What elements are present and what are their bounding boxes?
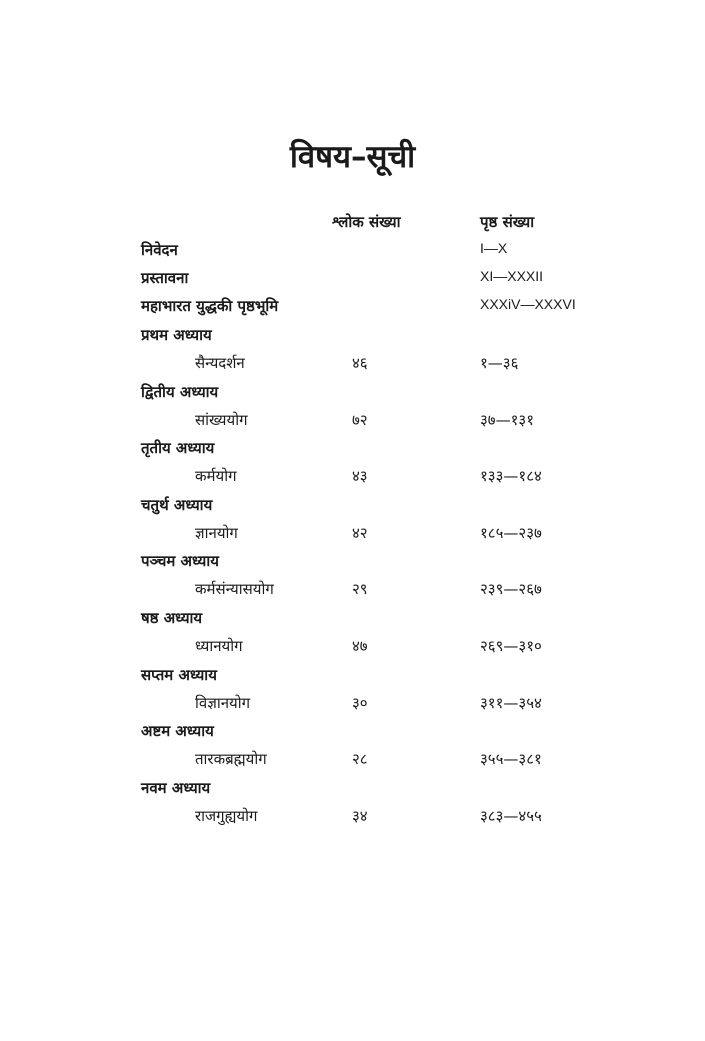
page-range: १३३—१८४ [480, 467, 542, 485]
chapter-title: अष्टम अध्याय [141, 722, 214, 740]
chapter-heading [0, 438, 705, 462]
chapter-heading [0, 778, 705, 802]
chapter-heading [0, 721, 705, 745]
yoga-title: तारकब्रह्मयोग [195, 750, 267, 768]
chapter-title: षष्ठ अध्याय [141, 609, 203, 627]
shloka-count: २९ [352, 580, 368, 598]
yoga-title: सैन्यदर्शन [195, 354, 245, 372]
entry-title: निवेदन [141, 241, 178, 259]
entry-pages: XI—XXXII [480, 268, 544, 284]
chapter-heading [0, 551, 705, 575]
entry-pages: I—X [480, 240, 508, 256]
chapter-entry [0, 410, 705, 434]
chapter-title: चतुर्थ अध्याय [141, 496, 213, 514]
page-range: ३७—१३१ [480, 411, 535, 429]
page-range: ३५५—३८१ [480, 750, 542, 768]
chapter-entry [0, 579, 705, 603]
chapter-title: पञ्चम अध्याय [141, 552, 219, 570]
page-range: २३९—२६७ [480, 580, 542, 598]
toc-entry-background [0, 296, 705, 320]
shloka-count: ४६ [352, 354, 368, 372]
chapter-title: प्रथम अध्याय [141, 326, 212, 344]
yoga-title: ज्ञानयोग [195, 524, 238, 542]
chapter-heading [0, 665, 705, 689]
shloka-count: ४२ [352, 524, 368, 542]
yoga-title: ध्यानयोग [195, 637, 243, 655]
chapter-title: सप्तम अध्याय [141, 666, 217, 684]
chapter-heading [0, 325, 705, 349]
page-range: ३११—३५४ [480, 694, 542, 712]
shloka-count: ७२ [352, 411, 368, 429]
yoga-title: राजगुह्ययोग [195, 807, 258, 825]
shloka-count: ३४ [352, 807, 368, 825]
chapter-title: तृतीय अध्याय [141, 439, 215, 457]
entry-title: महाभारत युद्धकी पृष्ठभूमि [141, 297, 279, 315]
shloka-count: ४३ [352, 467, 368, 485]
shloka-count-header: श्लोक संख्या [332, 213, 401, 231]
chapter-entry [0, 523, 705, 547]
chapter-heading [0, 608, 705, 632]
page-range: १—३६ [480, 354, 519, 372]
page-number-header: पृष्ठ संख्या [480, 213, 535, 231]
page-range: २६९—३१० [480, 637, 542, 655]
yoga-title: सांख्ययोग [195, 411, 248, 429]
entry-pages: XXXiV—XXXVI [480, 296, 576, 312]
chapter-entry [0, 806, 705, 830]
yoga-title: कर्मसंन्यासयोग [195, 580, 274, 598]
shloka-count: २८ [352, 750, 368, 768]
shloka-count: ४७ [352, 637, 368, 655]
page-range: ३८३—४५५ [480, 807, 542, 825]
chapter-entry [0, 636, 705, 660]
toc-entry-nivedan [0, 240, 705, 264]
page-range: १८५—२३७ [480, 524, 542, 542]
chapter-entry [0, 353, 705, 377]
chapter-entry [0, 693, 705, 717]
chapter-title: द्वितीय अध्याय [141, 383, 219, 401]
chapter-entry [0, 466, 705, 490]
yoga-title: कर्मयोग [195, 467, 237, 485]
toc-entry-prastavana [0, 268, 705, 292]
page-title: विषय–सूची [289, 139, 416, 175]
chapter-heading [0, 382, 705, 406]
shloka-count: ३० [352, 694, 368, 712]
chapter-title: नवम अध्याय [141, 779, 211, 797]
chapter-entry [0, 749, 705, 773]
chapter-heading [0, 495, 705, 519]
entry-title: प्रस्तावना [141, 269, 189, 287]
yoga-title: विज्ञानयोग [195, 694, 251, 712]
